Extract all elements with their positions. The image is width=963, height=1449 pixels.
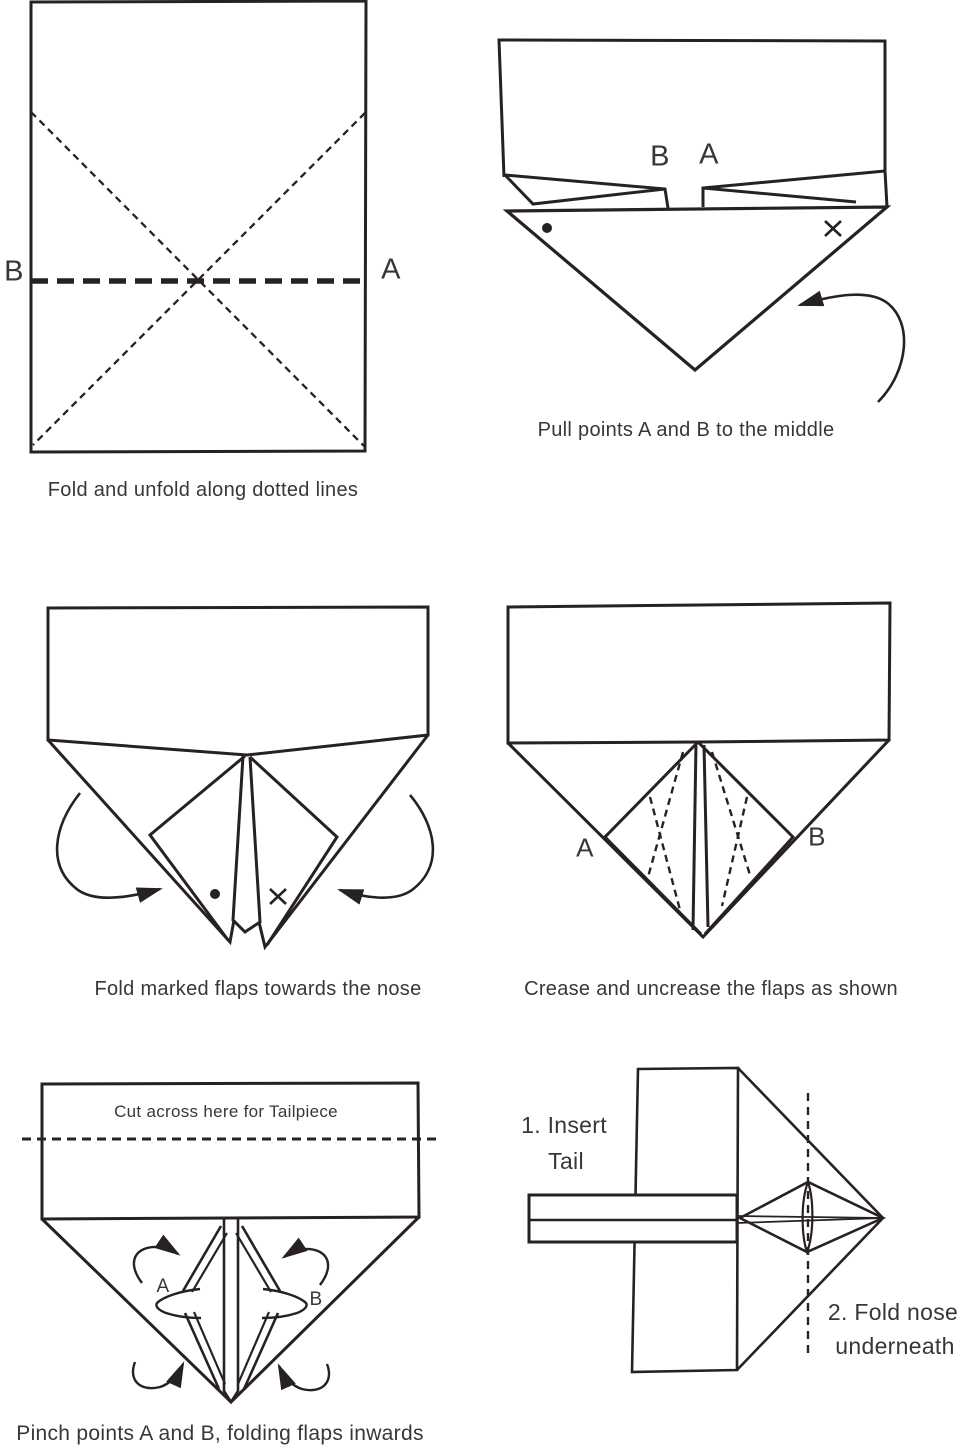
- step4-caption: Crease and uncrease the flaps as shown: [524, 978, 898, 1000]
- step2-point-b: B: [650, 140, 670, 173]
- step4-point-b: B: [808, 821, 826, 852]
- arrow-bottom-right: [279, 1364, 329, 1390]
- step1-point-b: B: [4, 255, 24, 288]
- x-mark: [270, 889, 286, 904]
- step6-insert-note-line2: Tail: [548, 1148, 584, 1174]
- x-mark: [825, 221, 841, 236]
- dot-mark: [210, 889, 220, 899]
- right-curved-arrow: [340, 795, 433, 898]
- right-inner-flap: [698, 742, 793, 934]
- step3-caption: Fold marked flaps towards the nose: [94, 978, 422, 1000]
- step5-cut-note: Cut across here for Tailpiece: [114, 1102, 338, 1121]
- dot-mark: [542, 223, 552, 233]
- left-kite-outer: [183, 1226, 221, 1389]
- right-outer-edge: [259, 735, 428, 947]
- paper-top-outline: [48, 607, 428, 755]
- paper-top-outline: [499, 40, 885, 177]
- curved-arrow: [800, 295, 904, 402]
- step6-fold-note-line1: 2. Fold nose: [827, 1299, 959, 1325]
- right-kite-inner: [236, 1233, 271, 1384]
- left-inner-flap: [150, 756, 245, 940]
- step2-figure: [499, 40, 904, 402]
- tail-strip: [529, 1195, 737, 1242]
- step5-point-a: A: [156, 1276, 170, 1297]
- step5-point-b: B: [309, 1289, 323, 1310]
- paper-top-outline: [508, 603, 890, 743]
- step1-point-a: A: [381, 253, 401, 286]
- center-nose-strip: [233, 756, 260, 932]
- step1-caption: Fold and unfold along dotted lines: [47, 479, 359, 501]
- outer-edges: [42, 1217, 419, 1402]
- step6-insert-note-line1: 1. Insert: [521, 1112, 607, 1138]
- paper-outline: [31, 1, 366, 452]
- arrow-bottom-left: [133, 1362, 183, 1388]
- step2-point-a: A: [699, 138, 719, 171]
- step4-point-a: A: [576, 832, 594, 863]
- right-inner-flap: [250, 757, 337, 945]
- step3-figure: [48, 607, 433, 947]
- step4-figure: [508, 603, 890, 937]
- center-nose-strip: [224, 1219, 238, 1402]
- left-inner-flap: [605, 742, 701, 934]
- right-flap-lower-edge: [703, 171, 887, 207]
- step5-caption: Pinch points A and B, folding flaps inwards: [16, 1422, 424, 1445]
- step2-caption: Pull points A and B to the middle: [537, 419, 835, 441]
- tail-lines-to-nose: [737, 1216, 883, 1223]
- step6-fold-note-line2: underneath: [835, 1333, 955, 1359]
- arrow-top-right: [284, 1249, 328, 1285]
- right-kite-outer: [242, 1226, 280, 1389]
- step1-figure: [31, 1, 366, 452]
- step5-figure: [22, 1083, 437, 1402]
- center-nose-strip: [693, 743, 708, 930]
- outer-edges: [508, 740, 889, 937]
- left-flap-lower-edge: [505, 175, 665, 204]
- left-kite-inner: [192, 1233, 227, 1384]
